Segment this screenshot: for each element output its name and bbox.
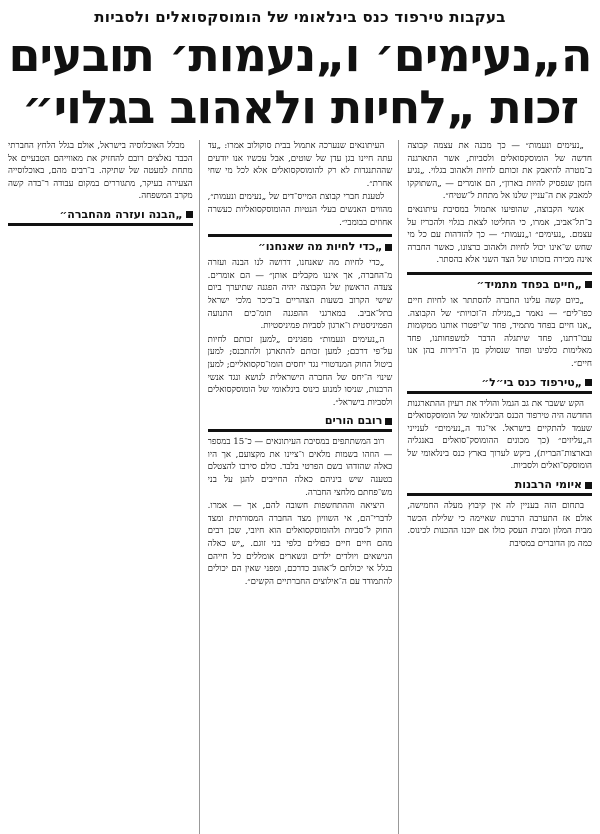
article-paragraph: ה„נעימים ונעמות״ מפגינים „למען זכותם לחיות על־פי דרכם; למען זכותם להתארגן ולהתכנס; למען ביטול החוק המנדטורי נגד יחסים הומו־סקסואליים; למען שינוי ה־יחס של החברה הישראלית לנושא ונגד אנשי הרבנות, שניסו למנוע כינוס בינלאומי של הומוסקסואלים ולסביות בישראל״.: [207, 334, 393, 408]
square-bullet-icon: [385, 418, 392, 425]
article-paragraph: בתחום הזה בעניין לה אין קיבוץ מעלה החמישה, אולם אז התערבה הרבנות שאיימה כי שלילת הכשר מבית המלון ומבית העסק כולו אם יוכנו ההכנות לכינוס. כמה מן הדוברים במסיבת: [407, 501, 592, 549]
column-middle: [208, 140, 400, 834]
article-paragraph: „כדי לחיות מה שאנחנו, דרושה לנו הבנה ועזרה מ־החברה, אך איננו מקבלים אותן״ — הם אומרים. צעדה הראשון של הקבוצה יהיה הפגנה שתיערך ביום שישי הקרוב בשעות הצהריים ב־כיכר מלכי ישראל בתל־אביב. במארגני ההפגנה תומ־כים התנועה הפמיניסטית ו־ארגון לסביות פמיניסטיות.: [207, 258, 393, 332]
subhead-text: „חיים בפחד מתמיד״: [476, 277, 582, 291]
article-paragraph: מכלל האוכלוסיה בישראל, אולם בגלל הלחץ החברתי הכבד נאלצים רובם להחזיק את מאווייהם הטבעיים אל מתחת למעטה של שתיקה. ב־רבים מהם, באוכלוסייה הצעירה בעיקר, מתגוררים במקום עבודה ר־בדה קשה מקרב המשפחה.: [7, 141, 193, 202]
headline-line-1: ה„נעימים׳ ו„נעמות׳ תובעים: [8, 28, 592, 82]
article-kicker: בעקבות טירפוד כנס בינלאומי של הומוסקסואלים ולסביות: [94, 8, 506, 26]
section-subhead: [407, 376, 592, 394]
square-bullet-icon: [186, 211, 193, 218]
section-subhead: [407, 478, 592, 496]
subhead-text: „הבנה ועזרה מהחברה״: [59, 207, 183, 221]
article-paragraph: „כיום קשה עלינו החברה להסתתר או לחיות חיים כפו־לים״ — נאמר ב„מגילת ה־זכויות״ של הקבוצה. „אנו חיים בפחד מתמיד, פחד ש־יפטרו אותנו ממקומות עבו־דתנו, פחד שיתגלה הדבר למשפחותנו, פחד מאלימות כלפינו ופחד שנסולק מן ה־דירות בהן אנו חיים״.: [407, 295, 592, 369]
square-bullet-icon: [585, 482, 592, 489]
headline-line-2: זכות „לחיות ולאהוב בגלוי״: [21, 80, 579, 134]
subhead-text: רובם הורים: [324, 414, 383, 428]
section-subhead: [208, 414, 393, 432]
article-paragraph: אנשי הקבוצה, שהופיעו אתמול במסיבת עיתונאים ב־תל־אביב, אמרו, כי החליטו לצאת בגלוי ולהכריז על עצמם. „נעימים״ ו„נעמות״ — כך להזדהות עם כל מי שחש ש־אינו יכול לחיות ולאהוב כרצונו, כאשר החברה אינה מכירה בזכותו של הצד השני אלא בהסתר.: [407, 204, 592, 266]
article-paragraph: הקש ששבר את גב הגמל והוליד את רעיון ההתארגנות החדשה היה טירפוד הכנס הבינלאומי של הומוסקסואלים שעמד להתקיים בישראל. אי־גוד ה„נעימים״ לענייני ה„עליזים״ (כך מכונים ההומוסק־סואלים באנגליה ובארצות־הברית), ביקש לערוך בארץ כנס בינלאומי של הומוסקס־ואלים ולסביות.: [407, 398, 592, 472]
subhead-text: איומי הרבנות: [514, 478, 582, 492]
column-right: [407, 140, 592, 834]
square-bullet-icon: [585, 281, 592, 288]
square-bullet-icon: [585, 379, 592, 386]
article-paragraph: רוב המשתתפים במסיבת העיתונאים — כ־15 במספר — הוזהו בשמות מלאים ו־ציינו את מקצועם, אך היו כאלה שהזדהו בשם הפרטי בלבד. כולם סירבו להצטלם בטענה שיש ביניהם כאלה החייבים להגן על בני מש־פחתם מלחצי החברה.: [207, 437, 393, 498]
article-columns: [8, 140, 592, 834]
article-paragraph: היציאה וההתחשפות חשובה להם, אך — אמרו. לדברי־הם, אי השוויון מצד החברה המסורתית ומצד החוק ל־סביות ולהומוסקסואלים הוא חיובי, שכן רבים מהם חיים חיים כפולים כלפי בני זוגם. „יש כאלה הנישאים ויולדים ילדים ונשארים אומללים כל חייהם בגלל אי יכולתם ל־אהוב כדרכם, ומפני שאין הם יכולים להתמודד עם ה־אילוצים החברתיים הקשים״.: [207, 501, 393, 587]
section-subhead: [208, 234, 393, 253]
subhead-text: „כדי לחיות מה שאנחנו״: [257, 240, 383, 254]
article-headline: [8, 28, 592, 134]
subhead-text: „טירפוד כנס בי״ל״: [481, 375, 582, 389]
article-paragraph: העיתונאים שנערכה אתמול בבית סוקולוב אמרו: „עד עתה חיינו בגן עדן של שוטים, אבל עכשיו אנו יודעים שההתנגדות לא רק להומוסקסואלים אלא לכל מי שחי אחרת״.: [207, 141, 393, 189]
column-left: [8, 140, 200, 834]
article-paragraph: לטענת חברי קבוצת המייס־דים של „נעימים ונעמות״, מהווים האנשים בעלי הנטיות ההומוסקסואליות כעשרה אחוזים בבומבי״.: [207, 192, 393, 228]
square-bullet-icon: [385, 244, 392, 251]
article-paragraph: „נעימים ונעמות״ — כך מכנה את עצמה קבוצה חדשה של הומוסקסואלים ולסביות, אשר התארגנה ב־מטרה להיאבק את זכותם לחיות ולאהוב בגלוי. „נגיע הזמן שנפסיק להיות בארון״, הם אומרים — „השתוקקו למאבק את ה־עניין שלנו אל מתחת ל־שטיח״.: [407, 141, 592, 202]
section-subhead: [407, 272, 592, 291]
section-subhead: [8, 208, 193, 226]
